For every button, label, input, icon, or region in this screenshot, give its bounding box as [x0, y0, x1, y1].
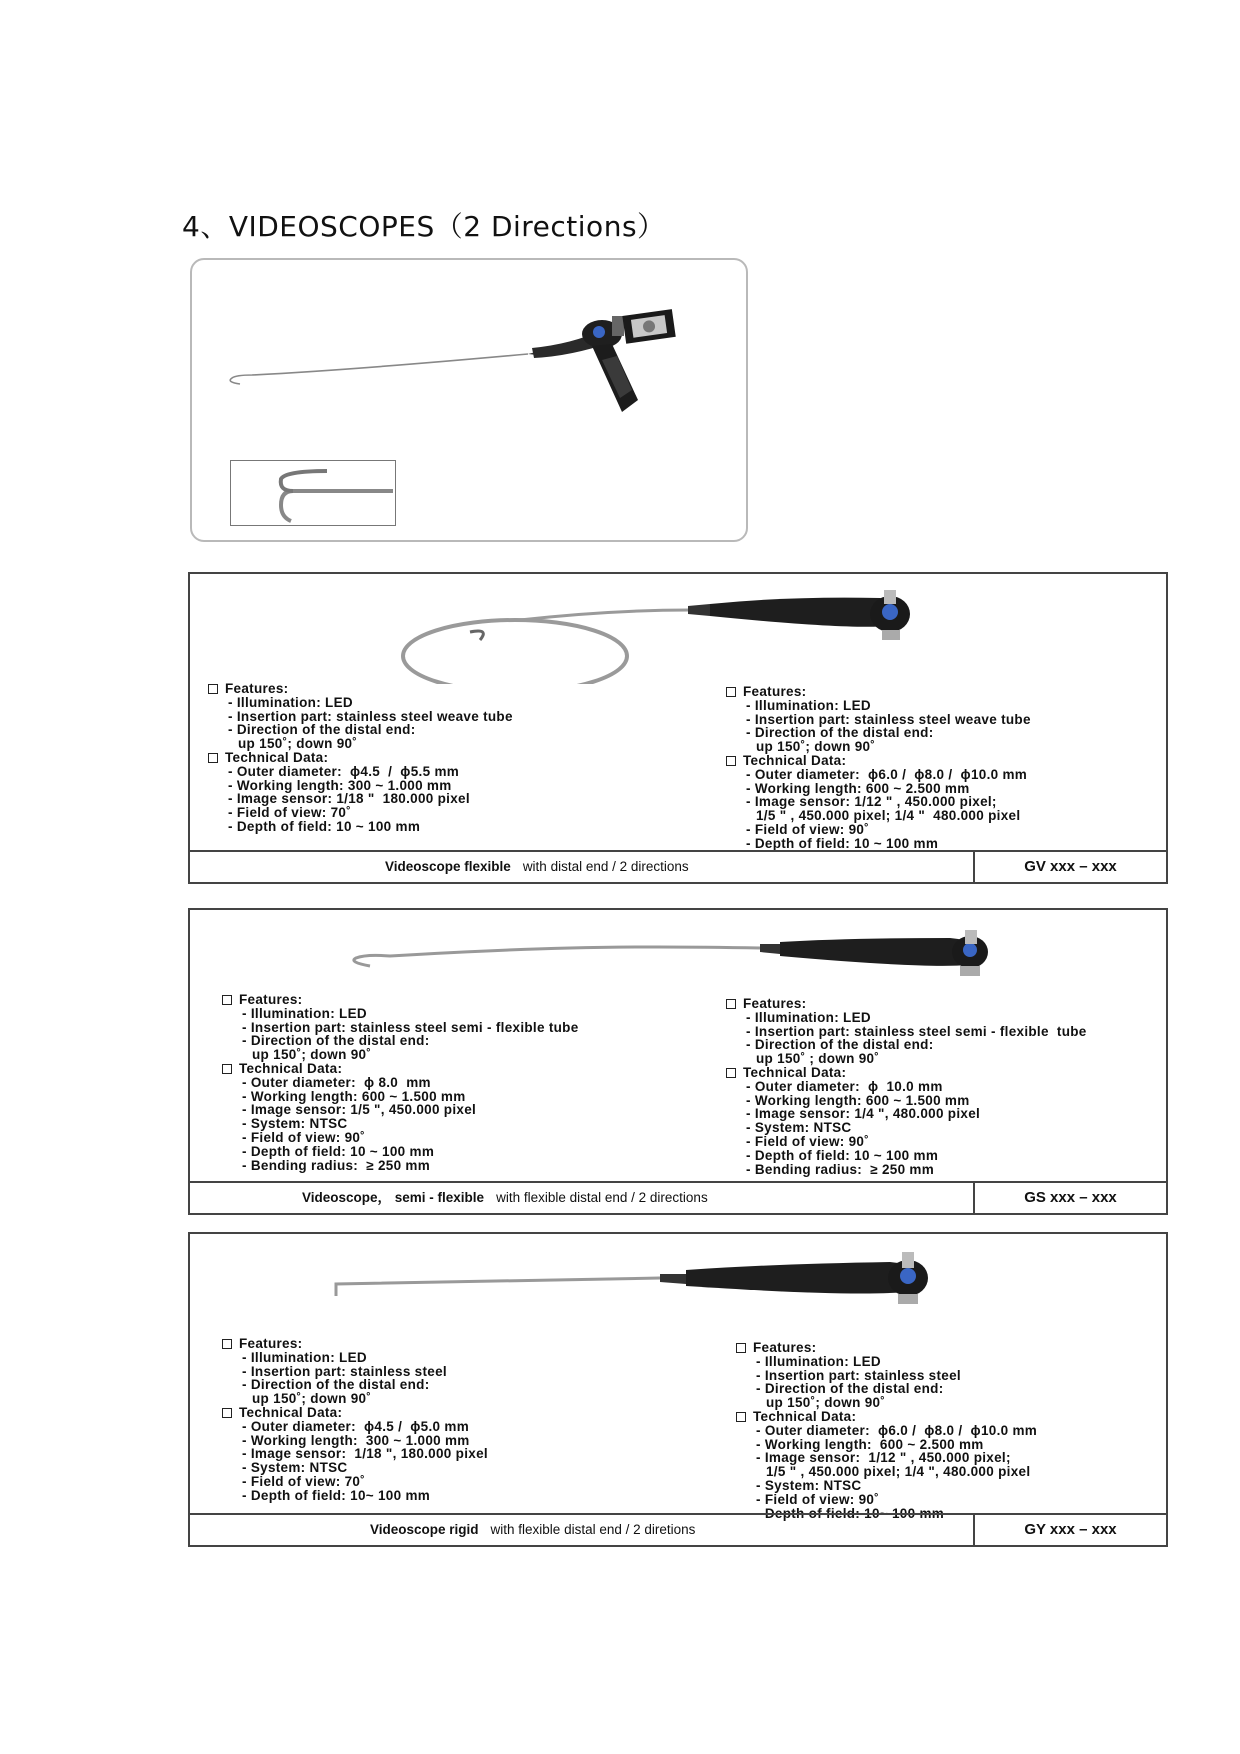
spec-heading — [208, 682, 513, 696]
checkbox-square-icon — [222, 1064, 232, 1074]
spec-heading — [726, 754, 1031, 768]
spec-heading-text: Features: — [753, 1340, 817, 1355]
spec-line: - Depth of field: 10~ 100 mm — [756, 1505, 945, 1521]
product-name: Videoscope rigid with flexible distal end / 2 diretions — [370, 1522, 696, 1537]
spec-line: - Working length: 600 ~ 2.500 mm — [746, 780, 970, 796]
product-code: GS xxx – xxx — [973, 1183, 1166, 1213]
spec-line: - Illumination: LED — [746, 697, 871, 713]
spec-line: - Bending radius: ≥ 250 mm — [746, 1161, 935, 1177]
spec-line: - Field of view: 90˚ — [756, 1491, 880, 1507]
spec-line: up 150˚; down 90˚ — [756, 739, 876, 755]
spec-heading-text: Technical Data: — [225, 749, 329, 765]
spec-line: - Depth of field: 10 ~ 100 mm — [242, 1143, 435, 1159]
spec-line: - Insertion part: stainless steel — [242, 1363, 447, 1379]
spec-line: - Field of view: 70˚ — [228, 805, 352, 821]
spec-line: - Image sensor: 1/12 " , 450.000 pixel; — [746, 794, 997, 810]
spec-line: - System: NTSC — [756, 1477, 862, 1493]
checkbox-square-icon — [208, 684, 218, 694]
spec-heading-text: Features: — [743, 996, 807, 1011]
spec-line: - Outer diameter: ϕ 8.0 mm — [242, 1074, 431, 1090]
product-panel-semi-flexible — [188, 908, 1168, 1215]
spec-heading — [726, 1066, 1087, 1080]
spec-line: - System: NTSC — [242, 1116, 348, 1132]
checkbox-square-icon — [736, 1343, 746, 1353]
spec-line: - Illumination: LED — [242, 1005, 367, 1021]
spec-line: - Field of view: 90˚ — [242, 1129, 366, 1145]
spec-heading — [222, 1406, 488, 1420]
videoscope-rigid-image — [190, 1234, 1166, 1324]
spec-heading-text: Features: — [239, 1336, 303, 1351]
spec-line: - Image sensor: 1/5 ", 450.000 pixel — [242, 1102, 477, 1118]
checkbox-square-icon — [726, 687, 736, 697]
spec-heading-text: Technical Data: — [753, 1408, 857, 1424]
spec-heading-text: Technical Data: — [239, 1060, 343, 1076]
spec-heading-text: Technical Data: — [743, 1064, 847, 1080]
spec-heading — [736, 1410, 1037, 1424]
videoscope-flexible-image — [190, 574, 1166, 684]
spec-line: - System: NTSC — [746, 1120, 852, 1136]
spec-column-left — [222, 993, 579, 1172]
spec-heading — [222, 1337, 488, 1351]
spec-line: - Field of view: 90˚ — [746, 821, 870, 837]
spec-line: - Depth of field: 10~ 100 mm — [242, 1487, 431, 1503]
spec-line: - Field of view: 70˚ — [242, 1473, 366, 1489]
spec-line: - Image sensor: 1/18 ", 180.000 pixel — [242, 1446, 488, 1462]
spec-heading — [208, 751, 513, 765]
spec-line: - Direction of the distal end: — [746, 1037, 934, 1053]
spec-heading — [726, 997, 1087, 1011]
spec-heading-text: Features: — [225, 681, 289, 696]
spec-heading-text: Features: — [743, 684, 807, 699]
spec-heading — [222, 993, 579, 1007]
product-name: Videoscope， semi - flexible with flexible distal end / 2 directions — [302, 1190, 708, 1205]
spec-line: - Field of view: 90˚ — [746, 1133, 870, 1149]
spec-line: up 150˚; down 90˚ — [252, 1391, 372, 1407]
hero-image-frame — [190, 258, 748, 542]
page-title: 4、VIDEOSCOPES（2 Directions） — [182, 210, 666, 243]
spec-heading — [736, 1341, 1037, 1355]
spec-line: - Direction of the distal end: — [228, 722, 416, 738]
spec-line: 1/5 " , 450.000 pixel; 1/4 ", 480.000 pixel — [766, 1464, 1031, 1480]
product-name: Videoscope flexible with distal end / 2 directions — [385, 859, 689, 874]
spec-heading-text: Technical Data: — [239, 1404, 343, 1420]
distal-end-detail-image — [230, 460, 396, 526]
spec-line: - Bending radius: ≥ 250 mm — [242, 1157, 431, 1173]
spec-line: - Depth of field: 10 ~ 100 mm — [746, 835, 939, 851]
spec-line: - Insertion part: stainless steel weave tube — [746, 711, 1031, 727]
spec-line: - Image sensor: 1/4 ", 480.000 pixel — [746, 1106, 981, 1122]
spec-line: - Outer diameter: ϕ6.0 / ϕ8.0 / ϕ10.0 mm — [746, 766, 1028, 782]
spec-line: - Illumination: LED — [746, 1009, 871, 1025]
checkbox-square-icon — [736, 1412, 746, 1422]
spec-column-left — [222, 1337, 488, 1503]
spec-line: up 150˚; down 90˚ — [766, 1395, 886, 1411]
product-footer — [190, 1513, 1166, 1545]
checkbox-square-icon — [726, 999, 736, 1009]
product-footer — [190, 1181, 1166, 1213]
spec-line: up 150˚ ; down 90˚ — [756, 1051, 880, 1067]
spec-line: - Image sensor: 1/12 " , 450.000 pixel; — [756, 1450, 1011, 1466]
spec-line: - Outer diameter: ϕ4.5 / ϕ5.5 mm — [228, 763, 460, 779]
product-code: GY xxx – xxx — [973, 1515, 1166, 1545]
spec-line: - Depth of field: 10 ~ 100 mm — [228, 818, 421, 834]
videoscope-semi-flexible-image — [190, 910, 1166, 990]
spec-line: - Insertion part: stainless steel semi - flexible tube — [242, 1019, 579, 1035]
spec-heading-text: Features: — [239, 992, 303, 1007]
checkbox-square-icon — [222, 995, 232, 1005]
spec-line: - Image sensor: 1/18 " 180.000 pixel — [228, 791, 470, 807]
spec-heading — [222, 1062, 579, 1076]
spec-line: - Working length: 600 ~ 2.500 mm — [756, 1436, 984, 1452]
spec-heading — [726, 685, 1031, 699]
spec-line: - Illumination: LED — [228, 694, 353, 710]
product-code: GV xxx – xxx — [973, 852, 1166, 882]
product-panel-flexible — [188, 572, 1168, 884]
spec-line: - Working length: 300 ~ 1.000 mm — [228, 777, 452, 793]
spec-column-right — [726, 997, 1087, 1176]
checkbox-square-icon — [726, 756, 736, 766]
spec-heading-text: Technical Data: — [743, 752, 847, 768]
spec-line: - Working length: 600 ~ 1.500 mm — [746, 1092, 970, 1108]
spec-line: - Illumination: LED — [242, 1349, 367, 1365]
spec-line: up 150˚; down 90˚ — [238, 736, 358, 752]
spec-line: - Insertion part: stainless steel weave tube — [228, 708, 513, 724]
spec-line: - Insertion part: stainless steel — [756, 1367, 961, 1383]
spec-column-right — [726, 685, 1031, 851]
spec-line: - Direction of the distal end: — [242, 1033, 430, 1049]
checkbox-square-icon — [222, 1339, 232, 1349]
spec-line: - Depth of field: 10 ~ 100 mm — [746, 1147, 939, 1163]
spec-line: - Illumination: LED — [756, 1353, 881, 1369]
spec-line: - Outer diameter: ϕ6.0 / ϕ8.0 / ϕ10.0 mm — [756, 1422, 1038, 1438]
spec-line: - Working length: 600 ~ 1.500 mm — [242, 1088, 466, 1104]
spec-line: - Outer diameter: ϕ4.5 / ϕ5.0 mm — [242, 1418, 470, 1434]
product-panel-rigid — [188, 1232, 1168, 1547]
spec-line: - Direction of the distal end: — [756, 1381, 944, 1397]
checkbox-square-icon — [208, 753, 218, 763]
spec-column-right — [736, 1341, 1037, 1520]
spec-line: - Working length: 300 ~ 1.000 mm — [242, 1432, 470, 1448]
spec-column-left — [208, 682, 513, 834]
spec-line: - Direction of the distal end: — [242, 1377, 430, 1393]
spec-line: - Insertion part: stainless steel semi - flexible tube — [746, 1023, 1087, 1039]
checkbox-square-icon — [726, 1068, 736, 1078]
spec-line: - Outer diameter: ϕ 10.0 mm — [746, 1078, 943, 1094]
spec-line: - System: NTSC — [242, 1460, 348, 1476]
product-footer — [190, 850, 1166, 882]
spec-line: up 150˚; down 90˚ — [252, 1047, 372, 1063]
spec-line: - Direction of the distal end: — [746, 725, 934, 741]
spec-line: 1/5 " , 450.000 pixel; 1/4 " 480.000 pixel — [756, 808, 1021, 824]
checkbox-square-icon — [222, 1408, 232, 1418]
